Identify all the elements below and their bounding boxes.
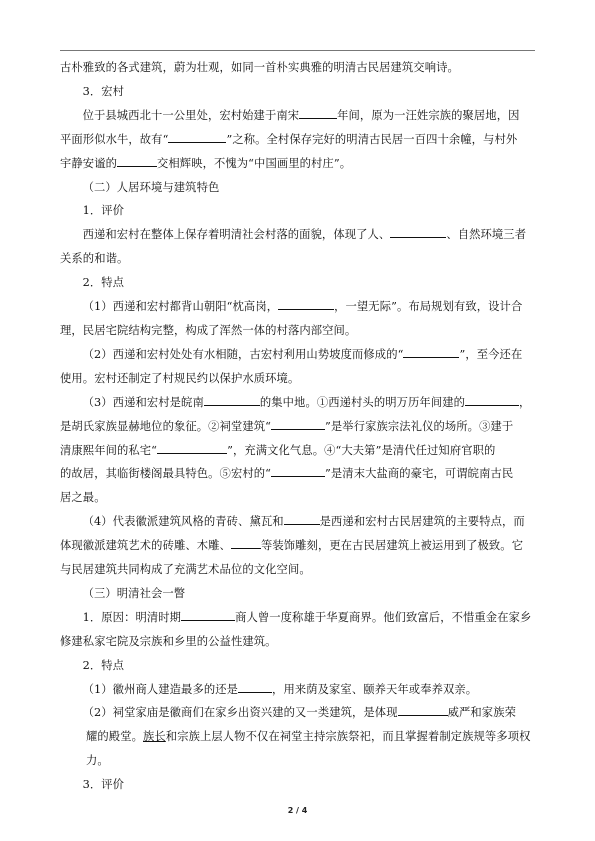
fill-blank[interactable] [299, 107, 337, 119]
text-line: （1）徽州商人建造最多的还是 ，用来荫及家室、颐养天年或奉养双亲。 [82, 682, 478, 696]
document-body [60, 56, 538, 797]
fill-blank[interactable] [204, 394, 260, 406]
text-line: 居之最。 [60, 491, 106, 505]
text-line: 西递和宏村在整体上保存着明清社会村落的面貌，体现了人、 、自然环境三者 [82, 228, 527, 242]
fill-blank[interactable] [390, 226, 446, 238]
fill-blank[interactable] [284, 513, 320, 525]
text-line: 修建私家宅院及宗族和乡里的公益性建筑。 [60, 634, 277, 648]
text-line: （3）西递和宏村是皖南 的集中地。①西递村头的明万历年间建的 ， [82, 395, 531, 409]
section-heading: （二）人居环境与建筑特色 [82, 180, 220, 194]
text-line: （1）西递和宏村都背山朝阳“枕高岗， ，一望无际”。布局规划有致，设计合 [82, 300, 523, 314]
page-number: 2 / 4 [287, 806, 308, 815]
text-line: 的故居，其临街楼阁最具特色。⑤宏村的“ ”是清末大盐商的豪宅，可谓皖南古民 [60, 467, 514, 481]
text-line: 理，民居宅院结构完整，构成了浑然一体的村落内部空间。 [60, 323, 357, 337]
fill-blank[interactable] [168, 131, 226, 143]
subsection-heading: 2．特点 [82, 658, 125, 672]
text-line: （2）西递和宏村处处有水相随，古宏村利用山势坡度而修成的“ ”，至今还在 [82, 347, 523, 361]
text-line: （2）祠堂家庙是徽商们在家乡出资兴建的又一类建筑，是体现 威严和家族荣 [82, 706, 516, 720]
fill-blank[interactable] [278, 298, 334, 310]
text-line: 力。 [86, 754, 109, 768]
text-line: 平面形似水牛，故有“ ”之称。全村保存完好的明清古民居一百四十余幢，与村外 [60, 132, 518, 146]
text-line: 体现徽派建筑艺术的砖雕、木雕、 等装饰雕刻，更在古民居建筑上被运用到了极致。它 [60, 539, 524, 553]
fill-blank[interactable] [157, 442, 227, 454]
text-line: 1．原因：明清时期 商人曾一度称雄于华夏商界。他们致富后，不惜重金在家乡 [82, 610, 532, 624]
subsection-heading: 1．评价 [82, 204, 125, 218]
text-line: 使用。宏村还制定了村规民约以保护水质环境。 [60, 371, 300, 385]
text-line: （4）代表徽派建筑风格的青砖、黛瓦和 是西递和宏村古民居建筑的主要特点，而 [82, 515, 525, 529]
text-line: 是胡氏家族显赫地位的象征。②祠堂建筑“ ”是举行家族宗法礼仪的场所。③建于 [60, 419, 514, 433]
fill-blank[interactable] [403, 346, 459, 358]
text-line: 古朴雅致的各式建筑，蔚为壮观，如同一首朴实典雅的明清古民居建筑交响诗。 [60, 61, 459, 74]
fill-blank[interactable] [271, 418, 325, 430]
header-rule [60, 50, 535, 51]
text-line: 关系的和谐。 [60, 252, 129, 266]
section-heading-hongcun: 3．宏村 [82, 84, 125, 98]
subsection-heading: 2．特点 [82, 276, 125, 290]
text-line: 位于县城西北十一公里处，宏村始建于南宋 年间，原为一汪姓宗族的聚居地，因 [82, 108, 520, 122]
fill-blank[interactable] [181, 609, 235, 621]
text-line: 与民居建筑共同构成了充满艺术品位的文化空间。 [60, 563, 311, 577]
section-heading: （三）明清社会一瞥 [82, 586, 186, 600]
fill-blank[interactable] [465, 394, 519, 406]
fill-blank[interactable] [117, 155, 157, 167]
text-line: 耀的殿堂。族长和宗族上层人物不仅在祠堂主持宗族祭祀，而且掌握着制定族规等多项权 [86, 730, 531, 744]
text-line: 宇静安谧的 交相辉映，不愧为“中国画里的村庄”。 [60, 156, 352, 170]
fill-blank[interactable] [238, 681, 272, 693]
fill-blank[interactable] [231, 537, 261, 549]
fill-blank[interactable] [271, 465, 325, 477]
subsection-heading: 3．评价 [82, 778, 125, 792]
text-line: 清康熙年间的私宅“ ”，充满文化气息。④“大夫第”是清代任过知府官职的 [60, 443, 496, 457]
fill-blank[interactable] [398, 704, 448, 716]
underlined-term: 族长 [143, 730, 166, 744]
